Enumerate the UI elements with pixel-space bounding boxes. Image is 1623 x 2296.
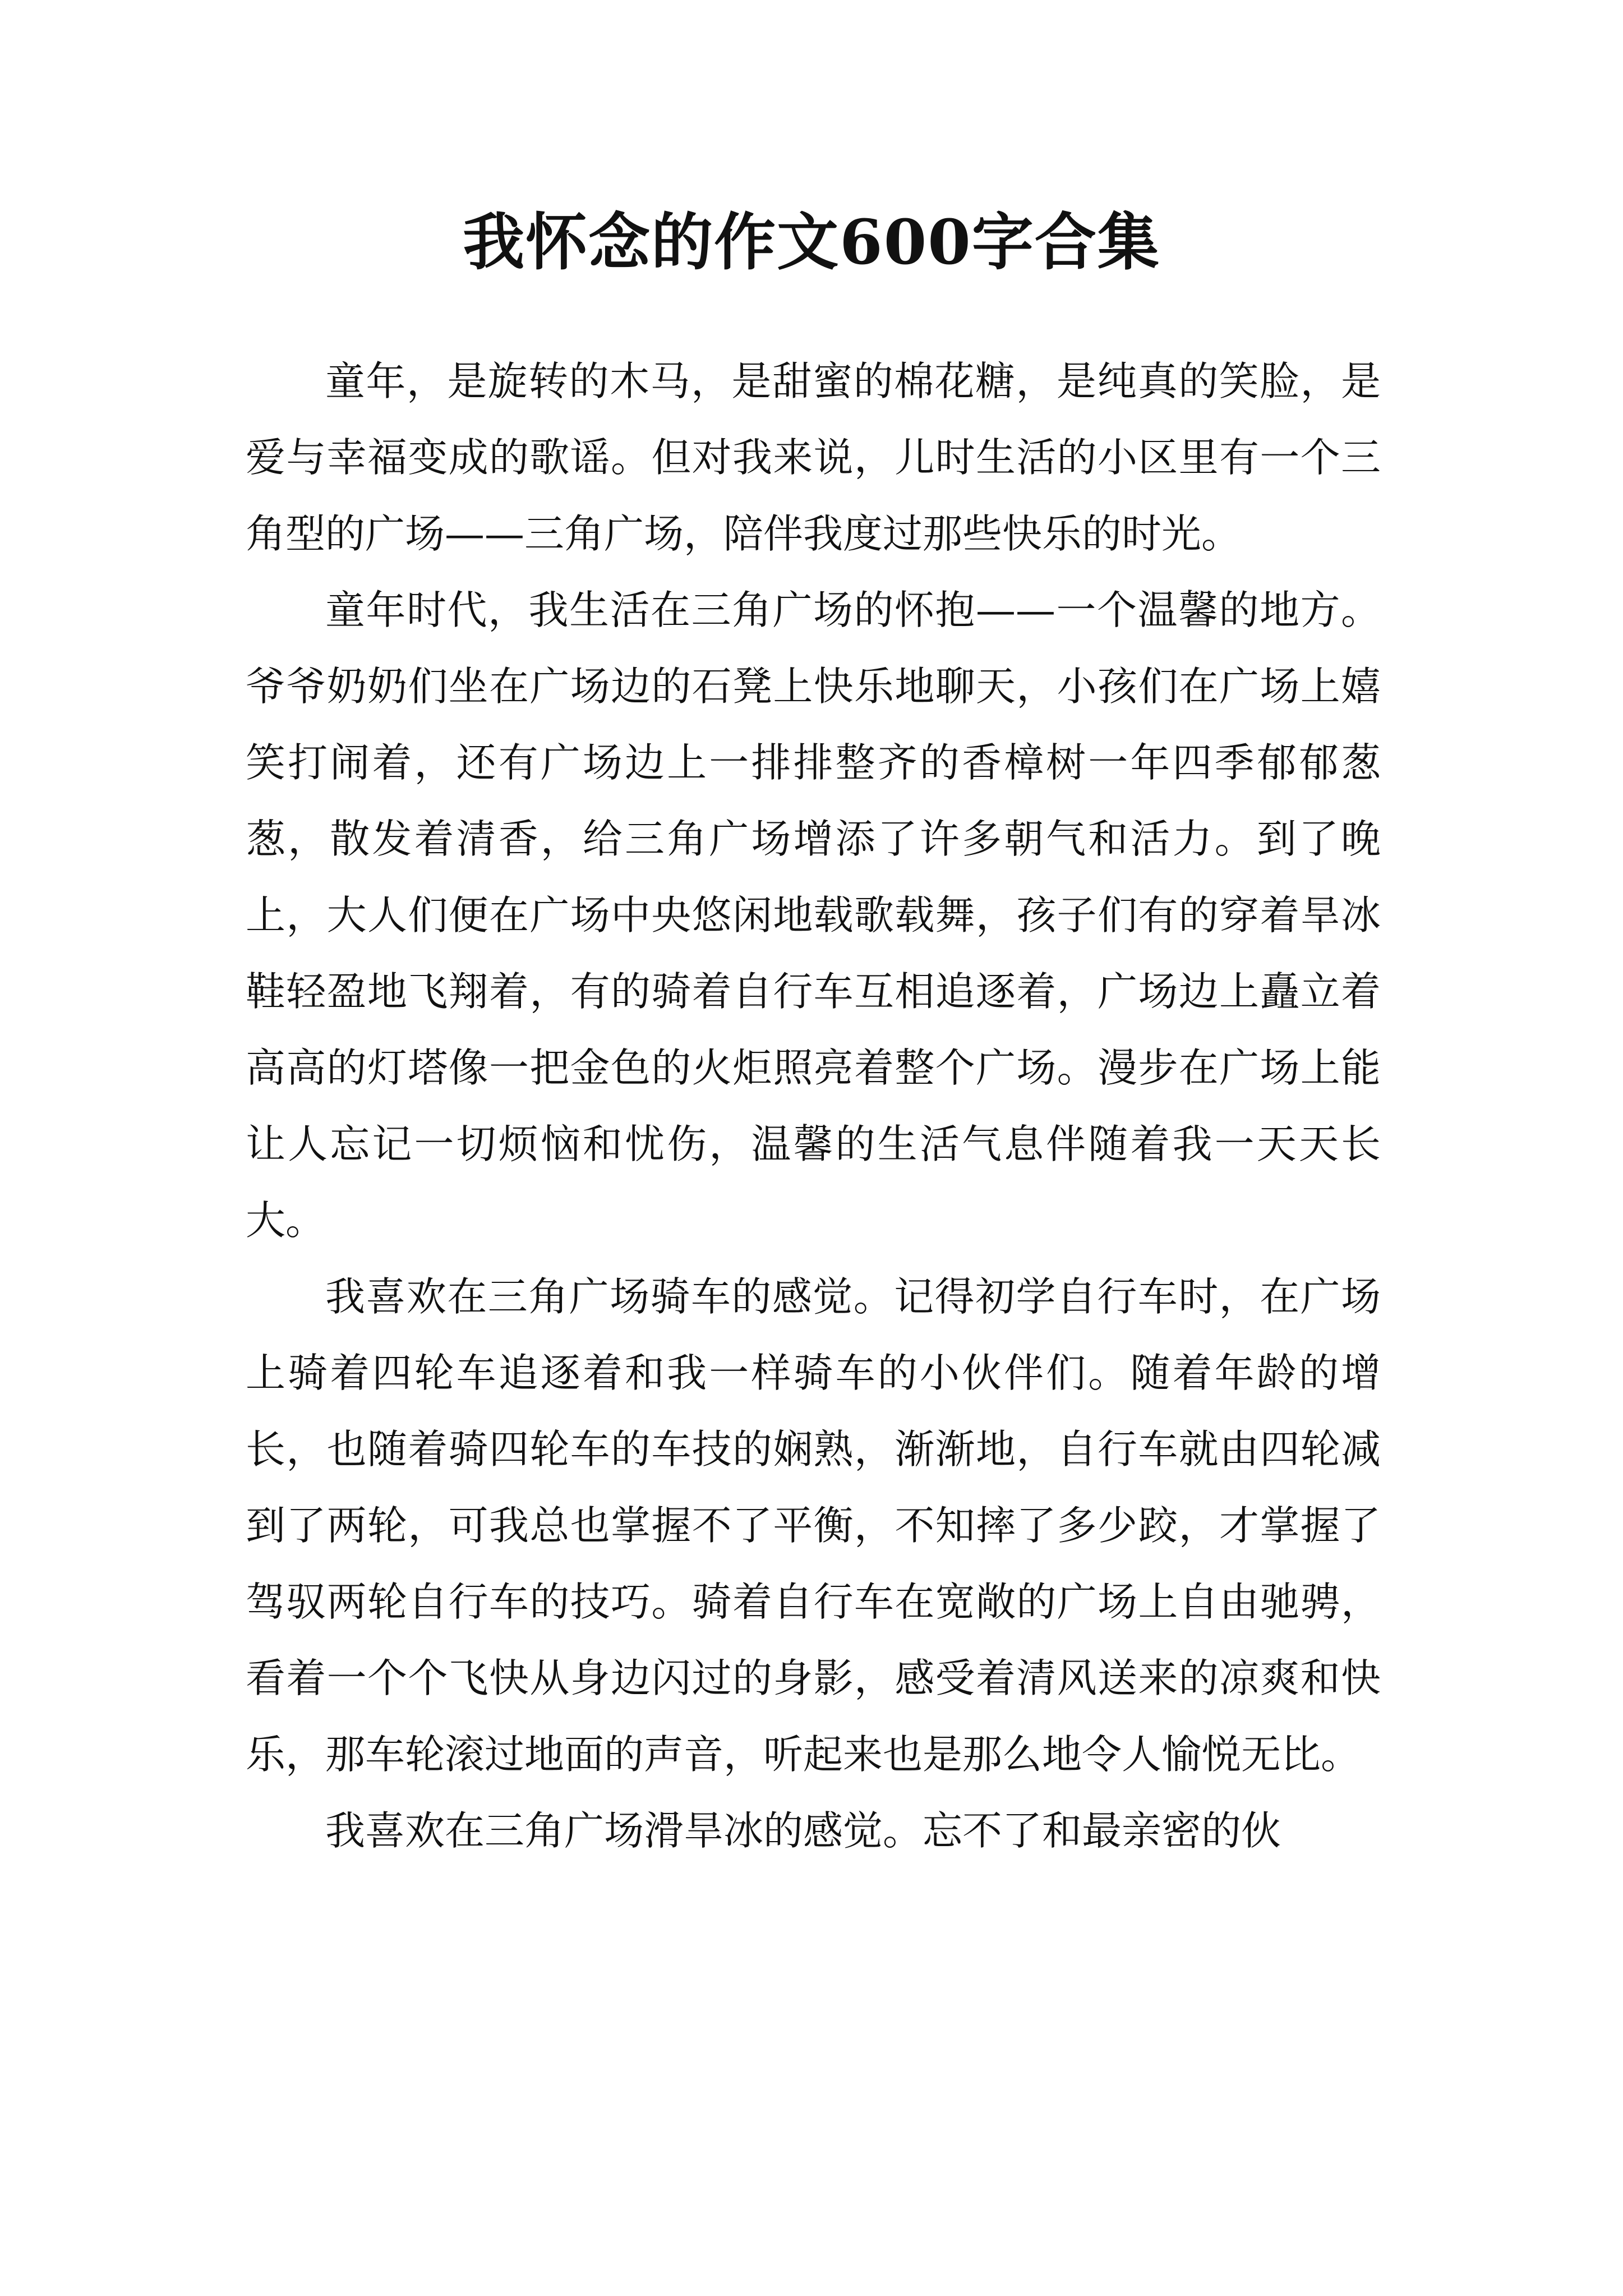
paragraph-2: 童年时代，我生活在三角广场的怀抱——一个温馨的地方。爷爷奶奶们坐在广场边的石凳上快乐地聊天，小孩们在广场上嬉笑打闹着，还有广场边上一排排整齐的香樟树一年四季郁郁葱葱，散发着清香，给三角广场增添了许多朝气和活力。到了晚上，大人们便在广场中央悠闲地载歌载舞，孩子们有的穿着旱冰鞋轻盈地飞翔着，有的骑着自行车互相追逐着，广场边上矗立着高高的灯塔像一把金色的火炬照亮着整个广场。漫步在广场上能让人忘记一切烦恼和忧伤，温馨的生活气息伴随着我一天天长大。 bbox=[246, 587, 1381, 1244]
document-title: 我怀念的作文600字合集 bbox=[463, 206, 1160, 278]
document-body bbox=[246, 343, 1381, 1869]
paragraph-1: 童年，是旋转的木马，是甜蜜的棉花糖，是纯真的笑脸，是爱与幸福变成的歌谣。但对我来说，儿时生活的小区里有一个三角型的广场——三角广场，陪伴我度过那些快乐的时光。 bbox=[246, 358, 1381, 557]
paragraph-3: 我喜欢在三角广场骑车的感觉。记得初学自行车时，在广场上骑着四轮车追逐着和我一样骑车的小伙伴们。随着年龄的增长，也随着骑四轮车的车技的娴熟，渐渐地，自行车就由四轮减到了两轮，可我总也掌握不了平衡，不知摔了多少跤，才掌握了驾驭两轮自行车的技巧。骑着自行车在宽敞的广场上自由驰骋，看着一个个飞快从身边闪过的身影，感受着清风送来的凉爽和快乐，那车轮滚过地面的声音，听起来也是那么地令人愉悦无比。 bbox=[246, 1273, 1381, 1778]
paragraph-4: 我喜欢在三角广场滑旱冰的感觉。忘不了和最亲密的伙 bbox=[325, 1807, 1281, 1854]
